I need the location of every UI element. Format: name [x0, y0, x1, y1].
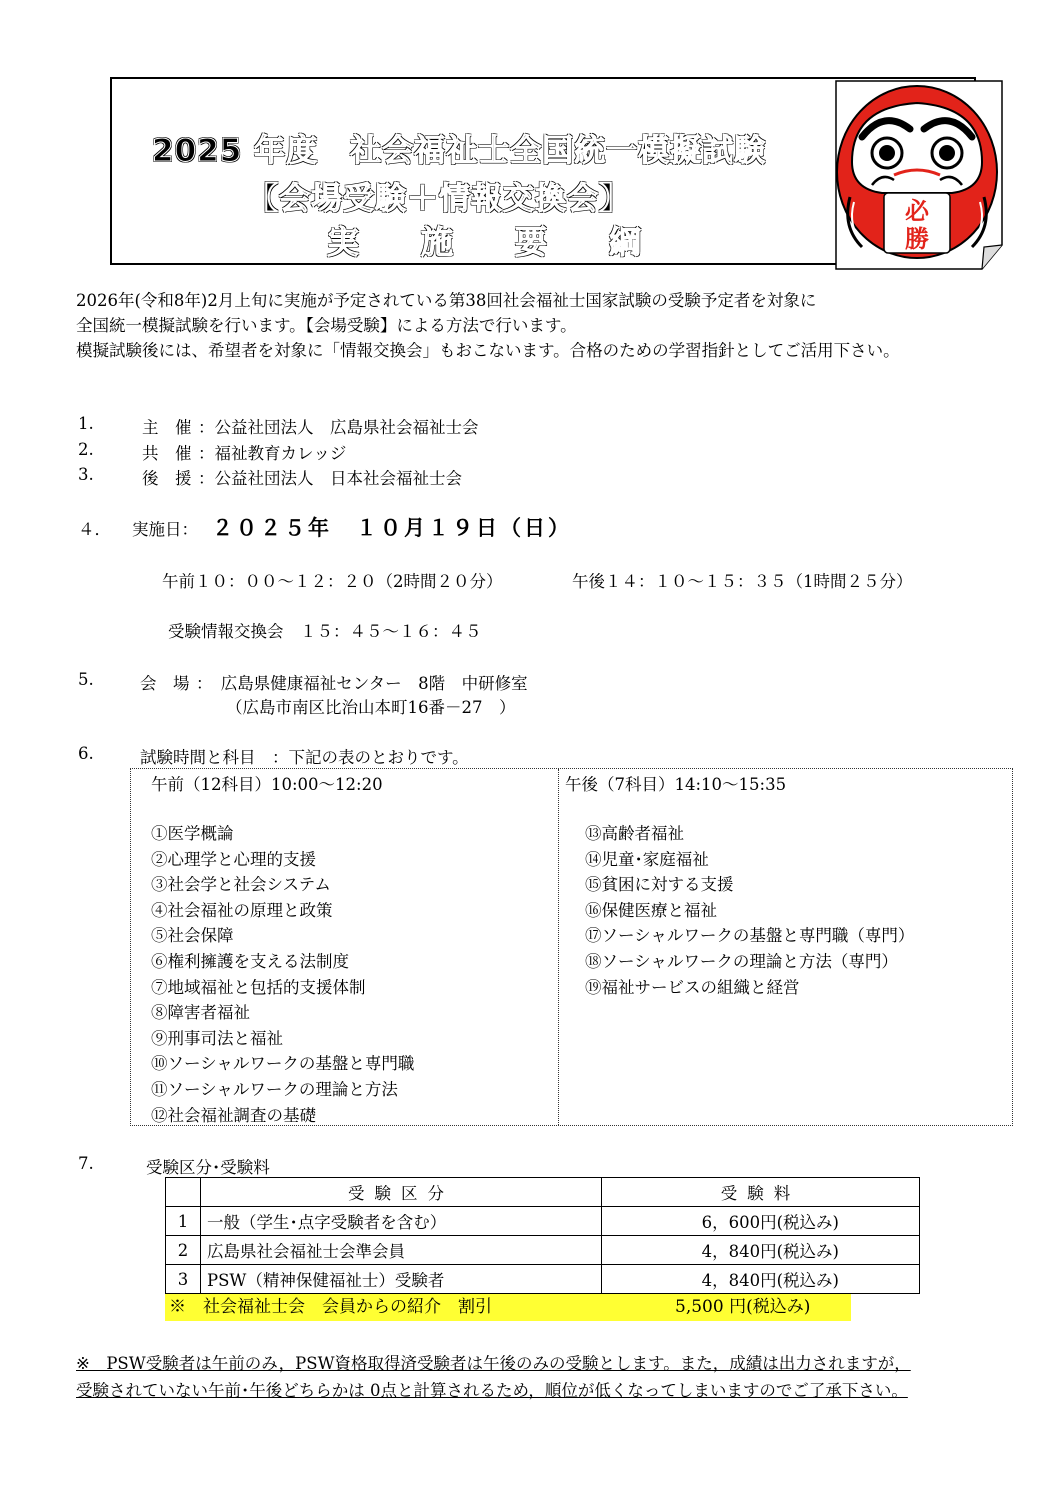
fee-no: 3 [166, 1265, 201, 1294]
subjects-divider [558, 769, 559, 1125]
exchange-time: 受験情報交換会 １５：４５～１６：４５ [168, 622, 482, 641]
fee-header-no [166, 1178, 201, 1207]
fee-amount: 6，600円(税込み) [602, 1207, 920, 1236]
subject-item: ⑰ソーシャルワークの基盤と専門職（専門） [585, 926, 915, 946]
item-4-number: ４． [78, 520, 111, 539]
item-1-label: 主 催 [142, 418, 192, 437]
subject-item: ⑪ソーシャルワークの理論と方法 [151, 1079, 398, 1099]
intro-line: 模擬試験後には、希望者を対象に「情報交換会」もおこないます。合格のための学習指針としてご活用下さい。 [76, 341, 900, 360]
subject-item: ③社会学と社会システム [151, 875, 331, 895]
subject-item: ⑲福祉サービスの組織と経営 [585, 977, 800, 997]
daruma-text-2: 勝 [905, 224, 929, 253]
item-1-number: 1. [78, 414, 94, 433]
daruma-icon [832, 77, 1008, 273]
item-6-number: 6. [78, 744, 94, 763]
fee-category: 広島県社会福祉士会準会員 [201, 1236, 602, 1265]
title-line-2: 【会場受験＋情報交換会】 [247, 181, 631, 217]
pm-subjects-column [565, 771, 914, 1000]
item-5-label: 会 場 [140, 674, 190, 693]
subject-item: ⑯保健医療と福祉 [585, 900, 717, 920]
item-7-label: 受験区分･受験料 [146, 1158, 270, 1177]
item-2-number: 2. [78, 440, 94, 459]
subject-item: ⑨刑事司法と福祉 [151, 1028, 283, 1048]
subject-item: ⑥権利擁護を支える法制度 [151, 951, 349, 971]
fee-no: 2 [166, 1236, 201, 1265]
daruma-text-1: 必 [905, 196, 929, 225]
fee-header-fee: 受験料 [602, 1178, 920, 1207]
item-1-value: ：公益社団法人 広島県社会福祉士会 [198, 418, 479, 437]
am-time: 午前１０：００～１２：２０（2時間２０分） [162, 572, 503, 591]
venue-address: （広島市南区比治山本町16番－27 ） [226, 698, 516, 717]
subject-item: ⑦地域福祉と包括的支援体制 [151, 977, 366, 997]
title-line-1: 2025 年度 社会福祉士全国統一模擬試験 [152, 133, 767, 169]
intro-line: 2026年(令和8年)2月上旬に実施が予定されている第38回社会福祉士国家試験の受験予定者を対象に [76, 291, 817, 310]
fee-no: 1 [166, 1207, 201, 1236]
item-3-number: 3. [78, 465, 94, 484]
subject-item: ④社会福祉の原理と政策 [151, 900, 333, 920]
am-subjects-header: 午前（12科目）10:00～12:20 [151, 775, 383, 794]
subject-item: ⑩ソーシャルワークの基盤と専門職 [151, 1054, 415, 1074]
subject-item: ⑧障害者福祉 [151, 1003, 250, 1023]
fee-amount: 4，840円(税込み) [602, 1236, 920, 1265]
subject-item: ⑬高齢者福祉 [585, 824, 684, 843]
exam-date: ２０２５年 １０月１９日（日） [212, 516, 572, 540]
item-2-value: ：福祉教育カレッジ [198, 444, 347, 463]
subject-item: ⑭児童･家庭福祉 [585, 849, 709, 869]
pm-time: 午後１４：１０～１５：３５（1時間２５分） [572, 572, 913, 591]
table-row [166, 1265, 920, 1294]
subject-item: ⑮貧困に対する支援 [585, 875, 734, 895]
item-3-value: ：公益社団法人 日本社会福祉士会 [198, 469, 462, 488]
discount-highlight [165, 1294, 851, 1321]
item-6-label: 試験時間と科目 ：下記の表のとおりです。 [140, 748, 469, 767]
subjects-table [130, 768, 1013, 1126]
discount-fee: 5,500 円(税込み) [675, 1297, 811, 1317]
intro-line: 全国統一模擬試験を行います。【会場受験】による方法で行います。 [76, 316, 577, 335]
footnote-line: 受験されていない午前･午後どちらかは 0点と計算されるため，順位が低くなってしまいますのでご了承下さい。 [76, 1381, 908, 1400]
item-5-number: 5. [78, 670, 94, 689]
fee-category: PSW（精神保健福祉士）受験者 [201, 1265, 602, 1294]
table-row [166, 1207, 920, 1236]
item-4-label: 実施日： [132, 520, 198, 539]
title-line-3: 実施要綱 [327, 223, 704, 261]
fee-table-header [166, 1178, 920, 1207]
pm-subjects-header: 午後（7科目）14:10～15:35 [565, 775, 787, 794]
fee-amount: 4，840円(税込み) [602, 1265, 920, 1294]
subject-item: ⑱ソーシャルワークの理論と方法（専門） [585, 951, 898, 971]
footnote [76, 1350, 911, 1404]
discount-label: ※ 社会福祉士会 会員からの紹介 割引 [169, 1297, 492, 1317]
subject-item: ⑤社会保障 [151, 926, 234, 946]
fee-header-category: 受験区分 [201, 1178, 602, 1207]
item-5-value: ： 広島県健康福祉センター 8階 中研修室 [196, 674, 528, 693]
item-7-number: 7. [78, 1154, 94, 1173]
footnote-line: ※ PSW受験者は午前のみ，PSW資格取得済受験者は午後のみの受験とします。また，成績は出力されますが， [76, 1354, 911, 1373]
subject-item: ②心理学と心理的支援 [151, 849, 316, 869]
item-3-label: 後 援 [142, 469, 192, 488]
subject-item: ①医学概論 [151, 824, 234, 843]
am-subjects-column [151, 771, 414, 1128]
subject-item: ⑫社会福祉調査の基礎 [151, 1105, 316, 1125]
item-2-label: 共 催 [142, 444, 192, 463]
fee-table [165, 1177, 920, 1294]
fee-category: 一般（学生･点字受験者を含む） [201, 1207, 602, 1236]
intro-paragraph [76, 288, 900, 363]
table-row [166, 1236, 920, 1265]
